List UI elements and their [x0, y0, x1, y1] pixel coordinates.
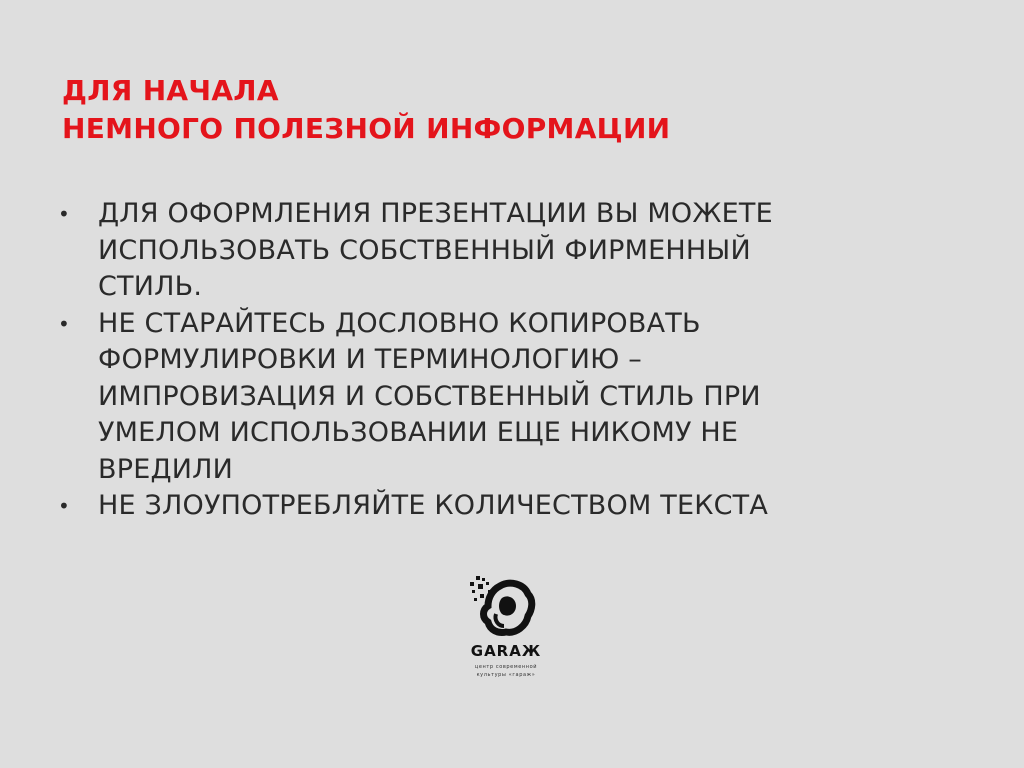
bullet-line: ДЛЯ ОФОРМЛЕНИЯ ПРЕЗЕНТАЦИИ ВЫ МОЖЕТЕ — [98, 198, 773, 229]
logo-subtitle-line-2: культуры «гараж» — [476, 672, 536, 678]
bullet-line: УМЕЛОМ ИСПОЛЬЗОВАНИИ ЕЩЕ НИКОМУ НЕ — [98, 417, 739, 448]
bullet-dot-icon: • — [58, 494, 70, 518]
logo-wordmark: GARAЖ — [470, 642, 542, 660]
bullet-item — [58, 196, 958, 306]
bullet-item — [58, 306, 958, 489]
bullet-line: ИСПОЛЬЗОВАТЬ СОБСТВЕННЫЙ ФИРМЕННЫЙ — [98, 234, 751, 266]
slide-title — [62, 72, 670, 148]
bullet-line: ВРЕДИЛИ — [98, 453, 234, 485]
bullet-line: ИМПРОВИЗАЦИЯ И СОБСТВЕННЫЙ СТИЛЬ ПРИ — [98, 380, 761, 412]
logo-subtitle-line-1: центр современной — [474, 664, 538, 670]
bullet-line: ФОРМУЛИРОВКИ И ТЕРМИНОЛОГИЮ – — [98, 344, 642, 375]
bullet-line: СТИЛЬ. — [98, 271, 203, 302]
garage-logo — [458, 574, 554, 684]
garage-logo-icon — [458, 574, 554, 642]
bullet-dot-icon: • — [58, 202, 70, 226]
bullet-dot-icon: • — [58, 311, 70, 336]
bullet-list — [58, 196, 958, 525]
bullet-line: НЕ СТАРАЙТЕСЬ ДОСЛОВНО КОПИРОВАТЬ — [98, 307, 701, 339]
bullet-item — [58, 488, 958, 525]
title-line-1: ДЛЯ НАЧАЛА — [62, 74, 279, 107]
bullet-line: НЕ ЗЛОУПОТРЕБЛЯЙТЕ КОЛИЧЕСТВОМ ТЕКСТА — [98, 490, 768, 521]
title-line-2: НЕМНОГО ПОЛЕЗНОЙ ИНФОРМАЦИИ — [62, 112, 671, 145]
